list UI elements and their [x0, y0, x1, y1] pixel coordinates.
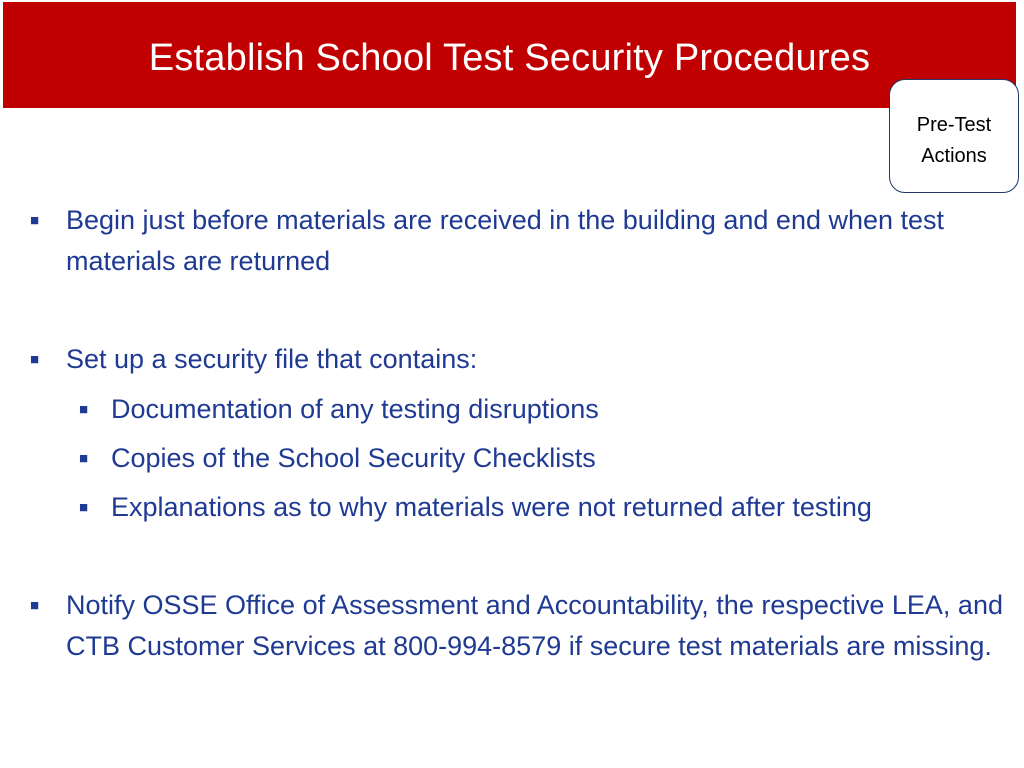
slide-title: Establish School Test Security Procedures: [148, 37, 871, 79]
sub-bullet-item: [30, 389, 1015, 430]
square-bullet-icon: ■: [79, 450, 89, 467]
callout-line-1: Pre-Test: [916, 114, 992, 136]
title-bar: [3, 2, 1016, 108]
sub-bullet-text: Documentation of any testing disruptions: [111, 394, 599, 424]
bullet-item: [30, 585, 1015, 667]
square-bullet-icon: ■: [30, 351, 40, 368]
bullet-item: [30, 200, 1015, 282]
bullet-item: [30, 339, 1015, 380]
sub-bullet-text: Copies of the School Security Checklists: [111, 443, 596, 473]
bullet-text: Set up a security file that contains:: [66, 344, 478, 374]
pre-test-actions-callout: [889, 79, 1019, 193]
sub-bullet-item: [30, 438, 1015, 479]
square-bullet-icon: ■: [79, 401, 89, 418]
square-bullet-icon: ■: [30, 597, 40, 614]
bullet-text: Notify OSSE Office of Assessment and Accountability, the respective LEA, and CTB Customer Services at 800-994-8579 if secure test materials are missing.: [66, 590, 1003, 661]
slide-body: [30, 200, 1015, 667]
square-bullet-icon: ■: [30, 212, 40, 229]
sub-bullet-item: [30, 487, 1015, 528]
square-bullet-icon: ■: [79, 499, 89, 516]
bullet-text: Begin just before materials are received in the building and end when test materials are returned: [66, 205, 945, 276]
callout-line-2: Actions: [921, 145, 987, 167]
sub-bullet-text: Explanations as to why materials were not returned after testing: [111, 492, 872, 522]
